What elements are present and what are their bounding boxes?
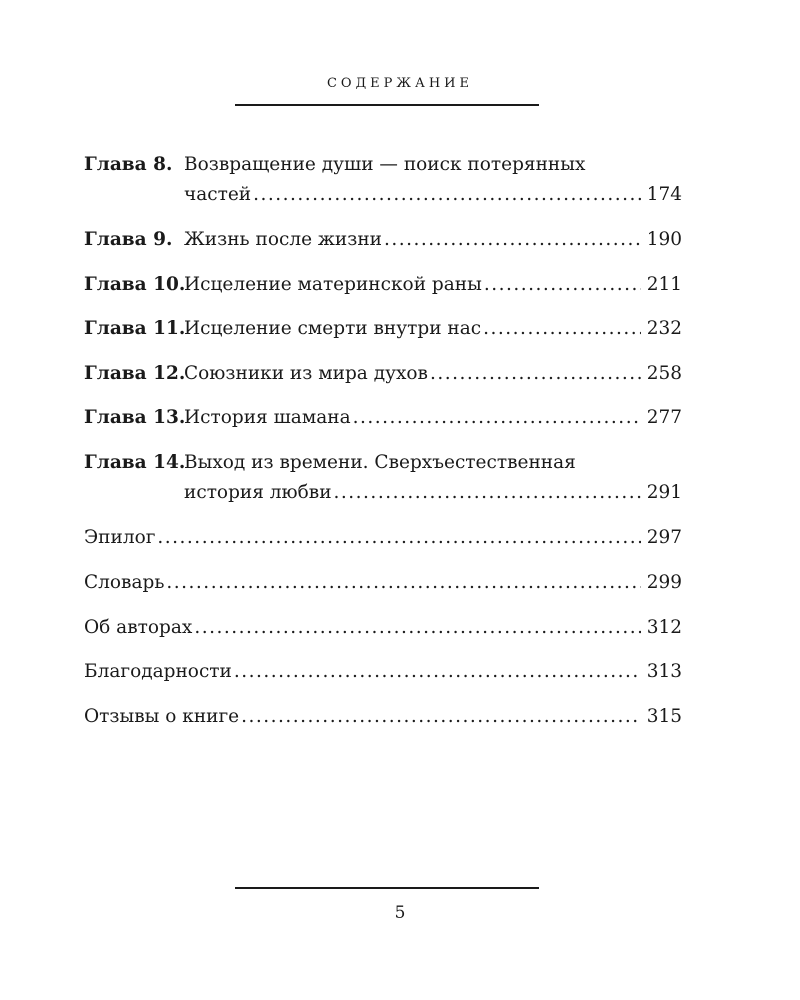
section-title-text: Эпилог <box>84 527 156 548</box>
page-number: 277 <box>646 407 682 428</box>
dot-leader <box>430 359 641 389</box>
chapter-title: История шамана <box>184 407 351 428</box>
section-title-text: Об авторах <box>84 617 193 638</box>
chapter-label: Глава 12. <box>84 363 186 384</box>
chapter-title-line2: история любви <box>184 482 332 503</box>
chapter-title: Союзники из мира духов <box>184 363 428 384</box>
chapter-label: Глава 9. <box>84 229 173 250</box>
page-number: 174 <box>646 184 682 205</box>
dot-leader <box>353 403 641 433</box>
chapter-label: Глава 14. <box>84 452 186 473</box>
page-number: 315 <box>646 706 682 727</box>
toc-entry-glossary[interactable] <box>84 568 682 598</box>
page-number: 312 <box>646 617 682 638</box>
page-footer-number: 5 <box>394 903 406 923</box>
dot-leader <box>334 478 641 508</box>
chapter-title: Жизнь после жизни <box>184 229 382 250</box>
dot-leader <box>241 702 641 732</box>
page-number: 291 <box>646 482 682 503</box>
chapter-title-line1: Выход из времени. Сверхъестественная <box>184 452 576 473</box>
chapter-title: Исцеление смерти внутри нас <box>184 318 482 339</box>
top-divider <box>235 104 539 106</box>
toc-entry-reviews[interactable] <box>84 702 682 732</box>
page-number: 313 <box>646 661 682 682</box>
toc-entry-acknowledgements[interactable] <box>84 657 682 687</box>
toc-entry-chapter-8[interactable] <box>84 150 682 210</box>
toc-entry-chapter-11[interactable] <box>84 314 682 344</box>
chapter-title: Исцеление материнской раны <box>184 274 482 295</box>
dot-leader <box>384 225 641 255</box>
chapter-label: Глава 13. <box>84 407 186 428</box>
chapter-label: Глава 11. <box>84 318 186 339</box>
section-title-text: Благодарности <box>84 661 232 682</box>
toc-entry-chapter-12[interactable] <box>84 359 682 389</box>
page-number: 232 <box>646 318 682 339</box>
toc-entry-chapter-9[interactable] <box>84 225 682 255</box>
chapter-title-line2: частей <box>184 184 252 205</box>
dot-leader <box>194 613 640 643</box>
dot-leader <box>253 180 641 210</box>
dot-leader <box>234 657 641 687</box>
toc-entry-chapter-10[interactable] <box>84 270 682 300</box>
dot-leader <box>484 270 641 300</box>
page-number: 190 <box>646 229 682 250</box>
dot-leader <box>157 523 640 553</box>
chapter-label: Глава 8. <box>84 154 173 175</box>
dot-leader <box>483 314 641 344</box>
chapter-title-line1: Возвращение души — поиск потерянных <box>184 154 586 175</box>
dot-leader <box>166 568 640 598</box>
toc-entry-chapter-14[interactable] <box>84 448 682 508</box>
toc-entry-about-authors[interactable] <box>84 613 682 643</box>
toc-entry-chapter-13[interactable] <box>84 403 682 433</box>
toc-entry-epilogue[interactable] <box>84 523 682 553</box>
page-number: 297 <box>646 527 682 548</box>
page-number: 299 <box>646 572 682 593</box>
section-title: СОДЕРЖАНИЕ <box>326 76 474 91</box>
section-title-text: Словарь <box>84 572 165 593</box>
section-title-text: Отзывы о книге <box>84 706 240 727</box>
page-number: 258 <box>646 363 682 384</box>
chapter-label: Глава 10. <box>84 274 186 295</box>
bottom-divider <box>235 887 539 889</box>
page-number: 211 <box>646 274 682 295</box>
